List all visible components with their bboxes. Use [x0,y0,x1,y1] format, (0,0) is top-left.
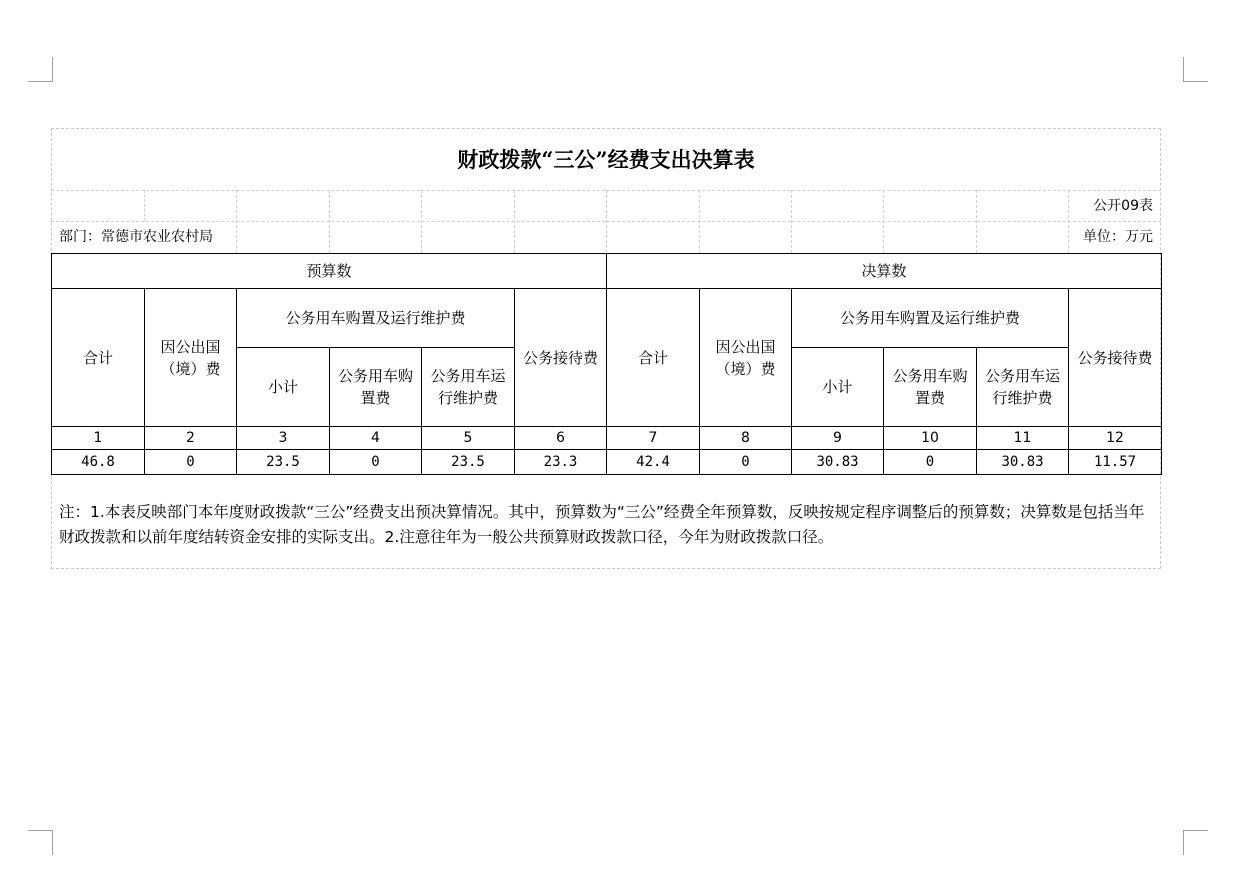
page-corner-mark-top-right [1183,57,1208,82]
index-cell[interactable]: 4 [330,427,422,450]
gridline [606,190,607,253]
budget-vehicle-purchase-header[interactable]: 公务用车购置费 [330,348,422,427]
spreadsheet-page [51,128,1161,569]
department-label: 部门：常德市农业农村局 [59,229,213,245]
gridline [699,190,700,253]
value-cell[interactable]: 0 [145,450,237,475]
gridline [514,190,515,253]
value-cell[interactable]: 11.57 [1069,450,1162,475]
final-vehicle-purchase-header[interactable]: 公务用车购置费 [884,348,977,427]
budget-subtotal-header[interactable]: 小计 [237,348,330,427]
unit-label: 单位：万元 [1083,229,1153,245]
value-cell[interactable]: 0 [884,450,977,475]
final-subtotal-header[interactable]: 小计 [792,348,884,427]
index-cell[interactable]: 10 [884,427,977,450]
table-number: 公开09表 [1093,198,1153,214]
index-cell[interactable]: 12 [1069,427,1162,450]
value-cell[interactable]: 0 [330,450,422,475]
gridline [976,190,977,253]
page-corner-mark-top-left [28,57,53,82]
value-cell[interactable]: 0 [700,450,792,475]
index-cell[interactable]: 3 [237,427,330,450]
value-cell[interactable]: 23.5 [237,450,330,475]
table-title: 财政拨款“三公”经费支出决算表 [457,147,755,172]
final-vehicle-operation-header[interactable]: 公务用车运行维护费 [977,348,1069,427]
index-cell[interactable]: 6 [515,427,607,450]
index-cell[interactable]: 1 [52,427,145,450]
budget-vehicle-operation-header[interactable]: 公务用车运行维护费 [422,348,515,427]
value-cell[interactable]: 42.4 [607,450,700,475]
value-row [52,450,1162,475]
page-corner-mark-bottom-left [28,830,53,855]
gridline [791,190,792,253]
budget-total-header[interactable]: 合计 [52,289,145,427]
final-vehicle-header[interactable]: 公务用车购置及运行维护费 [792,289,1069,348]
gridline [883,190,884,253]
index-cell[interactable]: 7 [607,427,700,450]
budget-abroad-header[interactable]: 因公出国（境）费 [145,289,237,427]
page-corner-mark-bottom-right [1183,830,1208,855]
gridline [144,190,145,221]
column-index-row [52,427,1162,450]
index-cell[interactable]: 11 [977,427,1069,450]
value-cell[interactable]: 30.83 [977,450,1069,475]
budget-group-header[interactable]: 预算数 [52,254,607,289]
footnote: 注：1.本表反映部门本年度财政拨款“三公”经费支出预决算情况。其中，预算数为“三公”经费全年预算数，反映按规定程序调整后的预算数；决算数是包括当年财政拨款和以前年度结转资金安排的实际支出。2.注意往年为一般公共预算财政拨款口径，今年为财政拨款口径。 [59,503,1145,546]
value-cell[interactable]: 23.5 [422,450,515,475]
gridline [421,190,422,253]
budget-vehicle-header[interactable]: 公务用车购置及运行维护费 [237,289,515,348]
budget-reception-header[interactable]: 公务接待费 [515,289,607,427]
value-cell[interactable]: 30.83 [792,450,884,475]
gridline [236,190,237,253]
index-cell[interactable]: 2 [145,427,237,450]
gridline [329,190,330,253]
final-reception-header[interactable]: 公务接待费 [1069,289,1162,427]
expenditure-table [51,253,1162,475]
index-cell[interactable]: 9 [792,427,884,450]
final-abroad-header[interactable]: 因公出国（境）费 [700,289,792,427]
value-cell[interactable]: 46.8 [52,450,145,475]
final-group-header[interactable]: 决算数 [607,254,1162,289]
value-cell[interactable]: 23.3 [515,450,607,475]
index-cell[interactable]: 8 [700,427,792,450]
gridline [1068,190,1069,253]
index-cell[interactable]: 5 [422,427,515,450]
final-total-header[interactable]: 合计 [607,289,700,427]
